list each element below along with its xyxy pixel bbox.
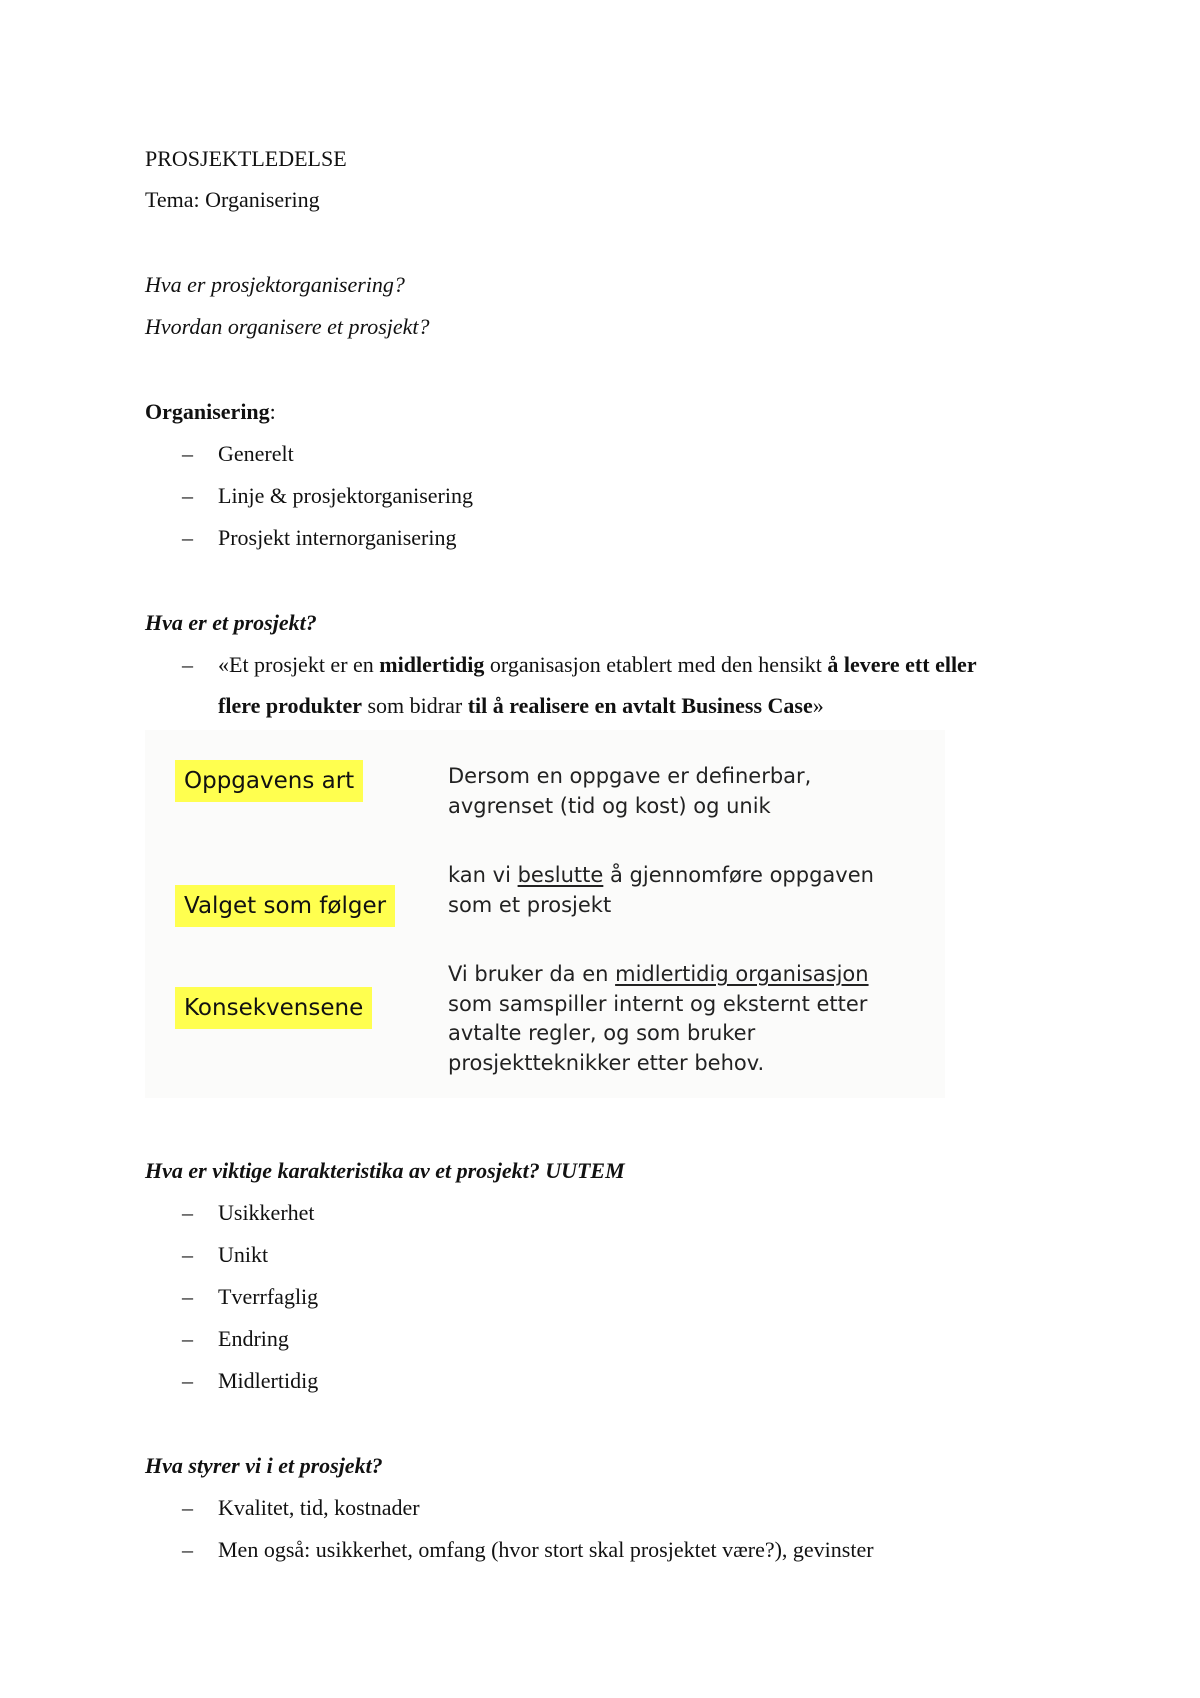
bullet-symbol: –: [182, 525, 193, 550]
styrer-heading: Hva styrer vi i et prosjekt?: [145, 1453, 383, 1478]
desc-text: kan vi: [448, 863, 518, 887]
figure-description-line: som samspiller internt og eksternt etter: [448, 991, 868, 1016]
styrer-item: Kvalitet, tid, kostnader: [218, 1495, 420, 1520]
figure-description-line: avgrenset (tid og kost) og unik: [448, 793, 771, 818]
highlight-label: Oppgavens art: [175, 760, 363, 802]
bullet-symbol: –: [182, 1200, 193, 1225]
definition-quote-line-1: [218, 651, 977, 679]
figure-description-line: som et prosjekt: [448, 892, 612, 917]
quote-text: »: [812, 693, 824, 718]
organisering-item: Prosjekt internorganisering: [218, 525, 457, 550]
organisering-heading-text: Organisering: [145, 399, 270, 424]
question-1: Hva er prosjektorganisering?: [145, 272, 405, 297]
karakteristika-item: Unikt: [218, 1242, 269, 1267]
bullet-symbol: –: [182, 1284, 193, 1309]
quote-bold: flere produkter: [218, 693, 362, 718]
karakteristika-heading: Hva er viktige karakteristika av et prosjekt? UUTEM: [145, 1158, 625, 1183]
organisering-item: Linje & prosjektorganisering: [218, 483, 473, 508]
bullet-symbol: –: [182, 1242, 193, 1267]
figure-description-line: [448, 861, 874, 891]
karakteristika-item: Midlertidig: [218, 1368, 319, 1393]
definition-quote-line-2: [218, 692, 824, 720]
figure-description-line: prosjektteknikker etter behov.: [448, 1050, 765, 1075]
document-theme: Tema: Organisering: [145, 187, 320, 212]
organisering-heading: [145, 398, 276, 426]
organisering-item: Generelt: [218, 441, 294, 466]
bullet-symbol: –: [182, 1326, 193, 1351]
highlight-label: Konsekvensene: [175, 987, 372, 1029]
karakteristika-item: Endring: [218, 1326, 289, 1351]
bullet-symbol: –: [182, 441, 193, 466]
bullet-symbol: –: [182, 652, 193, 677]
karakteristika-item: Usikkerhet: [218, 1200, 315, 1225]
bullet-symbol: –: [182, 1537, 193, 1562]
desc-text: å gjennomføre oppgaven: [603, 863, 874, 887]
question-2: Hvordan organisere et prosjekt?: [145, 314, 430, 339]
desc-underlined: midlertidig organisasjon: [615, 962, 869, 986]
figure-description: [448, 960, 869, 1078]
desc-text: Vi bruker da en: [448, 962, 616, 986]
highlight-label: Valget som følger: [175, 885, 395, 927]
quote-bold: midlertidig: [379, 652, 485, 677]
document-title: PROSJEKTLEDELSE: [145, 146, 347, 171]
figure-description: [448, 861, 874, 920]
organisering-colon: :: [269, 399, 276, 424]
quote-text: «Et prosjekt er en: [218, 652, 380, 677]
figure-description: [448, 762, 811, 821]
karakteristika-item: Tverrfaglig: [218, 1284, 319, 1309]
quote-bold: å levere ett eller: [827, 652, 977, 677]
figure-description-line: Dersom en oppgave er definerbar,: [448, 764, 812, 788]
figure-description-line: [448, 960, 869, 990]
bullet-symbol: –: [182, 1368, 193, 1393]
bullet-symbol: –: [182, 483, 193, 508]
quote-text: som bidrar: [362, 693, 468, 718]
quote-text: organisasjon etablert med den hensikt: [484, 652, 828, 677]
desc-underlined: beslutte: [517, 863, 604, 887]
figure-description-line: avtalte regler, og som bruker: [448, 1021, 756, 1045]
quote-bold: til å realisere en avtalt Business Case: [467, 693, 813, 718]
bullet-symbol: –: [182, 1495, 193, 1520]
prosjekt-heading: Hva er et prosjekt?: [145, 610, 317, 635]
project-definition-figure: [145, 730, 945, 1098]
styrer-item: Men også: usikkerhet, omfang (hvor stort skal prosjektet være?), gevinster: [218, 1537, 874, 1562]
